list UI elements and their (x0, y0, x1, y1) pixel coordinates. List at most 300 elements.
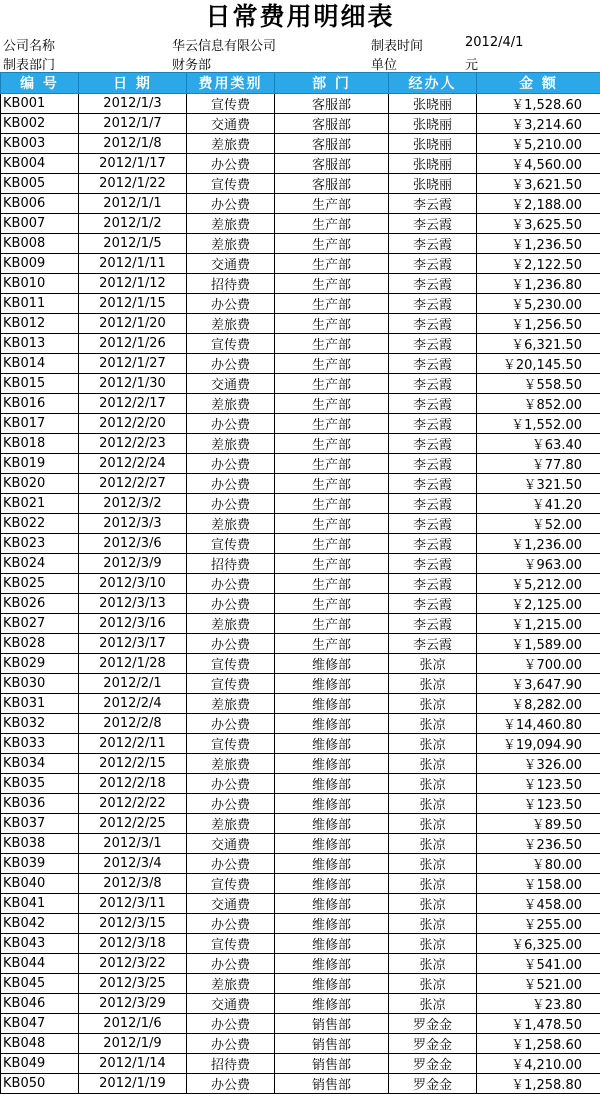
cell-handler: 李云霞 (389, 594, 477, 614)
cell-date: 2012/2/20 (79, 414, 187, 434)
cell-date: 2012/1/12 (79, 274, 187, 294)
table-row (1, 534, 600, 554)
cell-amount: ￥1,236.00 (477, 534, 600, 554)
cell-date: 2012/3/2 (79, 494, 187, 514)
table-row (1, 854, 600, 874)
cell-amount: ￥1,236.50 (477, 234, 600, 254)
cell-category: 办公费 (187, 1014, 275, 1034)
cell-category: 办公费 (187, 714, 275, 734)
cell-amount: ￥52.00 (477, 514, 600, 534)
cell-amount: ￥458.00 (477, 894, 600, 914)
cell-id: KB040 (1, 874, 79, 894)
cell-id: KB036 (1, 794, 79, 814)
cell-category: 交通费 (187, 374, 275, 394)
cell-department: 客服部 (275, 154, 389, 174)
cell-handler: 张凉 (389, 654, 477, 674)
cell-handler: 罗金金 (389, 1074, 477, 1094)
cell-amount: ￥123.50 (477, 794, 600, 814)
cell-id: KB018 (1, 434, 79, 454)
cell-date: 2012/1/5 (79, 234, 187, 254)
cell-category: 办公费 (187, 1034, 275, 1054)
cell-id: KB024 (1, 554, 79, 574)
cell-id: KB009 (1, 254, 79, 274)
cell-category: 宣传费 (187, 734, 275, 754)
cell-department: 生产部 (275, 434, 389, 454)
table-row (1, 774, 600, 794)
cell-handler: 李云霞 (389, 274, 477, 294)
cell-category: 差旅费 (187, 234, 275, 254)
cell-handler: 张凉 (389, 974, 477, 994)
cell-date: 2012/2/27 (79, 474, 187, 494)
cell-date: 2012/1/20 (79, 314, 187, 334)
cell-department: 销售部 (275, 1014, 389, 1034)
table-row (1, 1054, 600, 1074)
cell-handler: 李云霞 (389, 474, 477, 494)
cell-amount: ￥1,256.50 (477, 314, 600, 334)
cell-date: 2012/1/15 (79, 294, 187, 314)
cell-department: 维修部 (275, 814, 389, 834)
cell-date: 2012/1/26 (79, 334, 187, 354)
cell-id: KB043 (1, 934, 79, 954)
cell-handler: 张凉 (389, 994, 477, 1014)
cell-id: KB014 (1, 354, 79, 374)
cell-handler: 张晓丽 (389, 154, 477, 174)
cell-handler: 李云霞 (389, 294, 477, 314)
info-row-2 (0, 53, 600, 72)
table-row (1, 814, 600, 834)
table-row (1, 1014, 600, 1034)
cell-date: 2012/3/13 (79, 594, 187, 614)
cell-handler: 李云霞 (389, 354, 477, 374)
cell-handler: 张凉 (389, 874, 477, 894)
table-row (1, 134, 600, 154)
cell-id: KB020 (1, 474, 79, 494)
cell-department: 生产部 (275, 194, 389, 214)
cell-amount: ￥3,625.50 (477, 214, 600, 234)
cell-id: KB037 (1, 814, 79, 834)
cell-category: 招待费 (187, 274, 275, 294)
cell-handler: 张晓丽 (389, 94, 477, 114)
cell-category: 办公费 (187, 354, 275, 374)
cell-category: 差旅费 (187, 514, 275, 534)
expense-table (0, 72, 600, 1094)
cell-amount: ￥852.00 (477, 394, 600, 414)
cell-amount: ￥3,647.90 (477, 674, 600, 694)
cell-date: 2012/2/18 (79, 774, 187, 794)
cell-amount: ￥2,125.00 (477, 594, 600, 614)
table-row (1, 94, 600, 114)
cell-date: 2012/2/4 (79, 694, 187, 714)
cell-date: 2012/2/11 (79, 734, 187, 754)
cell-category: 差旅费 (187, 754, 275, 774)
cell-department: 生产部 (275, 354, 389, 374)
table-row (1, 254, 600, 274)
cell-handler: 张晓丽 (389, 114, 477, 134)
cell-amount: ￥255.00 (477, 914, 600, 934)
cell-id: KB004 (1, 154, 79, 174)
cell-category: 招待费 (187, 554, 275, 574)
cell-amount: ￥2,188.00 (477, 194, 600, 214)
cell-id: KB034 (1, 754, 79, 774)
cell-category: 宣传费 (187, 94, 275, 114)
cell-department: 维修部 (275, 994, 389, 1014)
dept-value: 财务部 (172, 54, 211, 73)
date-label: 制表时间 (371, 35, 423, 54)
cell-handler: 张凉 (389, 914, 477, 934)
cell-department: 客服部 (275, 114, 389, 134)
table-row (1, 474, 600, 494)
cell-handler: 张凉 (389, 694, 477, 714)
cell-category: 差旅费 (187, 814, 275, 834)
cell-amount: ￥3,621.50 (477, 174, 600, 194)
cell-department: 生产部 (275, 314, 389, 334)
cell-date: 2012/1/8 (79, 134, 187, 154)
info-row-1 (0, 34, 600, 53)
table-row (1, 394, 600, 414)
cell-date: 2012/1/30 (79, 374, 187, 394)
header-id: 编 号 (1, 73, 79, 94)
cell-amount: ￥1,528.60 (477, 94, 600, 114)
cell-department: 生产部 (275, 414, 389, 434)
cell-id: KB011 (1, 294, 79, 314)
cell-date: 2012/3/6 (79, 534, 187, 554)
cell-amount: ￥89.50 (477, 814, 600, 834)
cell-department: 生产部 (275, 214, 389, 234)
cell-date: 2012/2/17 (79, 394, 187, 414)
cell-category: 差旅费 (187, 214, 275, 234)
cell-date: 2012/3/15 (79, 914, 187, 934)
table-row (1, 334, 600, 354)
cell-amount: ￥6,325.00 (477, 934, 600, 954)
table-row (1, 554, 600, 574)
cell-handler: 张晓丽 (389, 174, 477, 194)
table-row (1, 234, 600, 254)
table-row (1, 154, 600, 174)
cell-amount: ￥1,236.80 (477, 274, 600, 294)
cell-department: 生产部 (275, 574, 389, 594)
cell-department: 生产部 (275, 634, 389, 654)
cell-department: 维修部 (275, 694, 389, 714)
cell-amount: ￥14,460.80 (477, 714, 600, 734)
cell-handler: 李云霞 (389, 234, 477, 254)
cell-handler: 罗金金 (389, 1054, 477, 1074)
cell-date: 2012/3/3 (79, 514, 187, 534)
cell-amount: ￥8,282.00 (477, 694, 600, 714)
cell-category: 差旅费 (187, 434, 275, 454)
cell-category: 交通费 (187, 834, 275, 854)
table-row (1, 874, 600, 894)
cell-handler: 李云霞 (389, 334, 477, 354)
cell-date: 2012/3/4 (79, 854, 187, 874)
cell-date: 2012/1/28 (79, 654, 187, 674)
cell-amount: ￥326.00 (477, 754, 600, 774)
table-row (1, 974, 600, 994)
cell-department: 销售部 (275, 1054, 389, 1074)
table-row (1, 594, 600, 614)
cell-department: 维修部 (275, 894, 389, 914)
table-row (1, 274, 600, 294)
cell-date: 2012/3/10 (79, 574, 187, 594)
cell-handler: 张凉 (389, 734, 477, 754)
cell-department: 维修部 (275, 854, 389, 874)
date-value: 2012/4/1 (465, 35, 523, 50)
cell-id: KB039 (1, 854, 79, 874)
cell-category: 办公费 (187, 914, 275, 934)
table-row (1, 694, 600, 714)
cell-amount: ￥158.00 (477, 874, 600, 894)
cell-date: 2012/2/15 (79, 754, 187, 774)
cell-amount: ￥1,552.00 (477, 414, 600, 434)
table-row (1, 634, 600, 654)
cell-id: KB035 (1, 774, 79, 794)
cell-amount: ￥23.80 (477, 994, 600, 1014)
table-row (1, 954, 600, 974)
cell-handler: 李云霞 (389, 194, 477, 214)
cell-handler: 李云霞 (389, 554, 477, 574)
cell-date: 2012/3/9 (79, 554, 187, 574)
table-row (1, 1034, 600, 1054)
cell-category: 宣传费 (187, 874, 275, 894)
cell-category: 办公费 (187, 474, 275, 494)
cell-id: KB015 (1, 374, 79, 394)
cell-category: 办公费 (187, 954, 275, 974)
cell-handler: 李云霞 (389, 214, 477, 234)
dept-label: 制表部门 (3, 54, 55, 73)
cell-handler: 罗金金 (389, 1034, 477, 1054)
cell-id: KB010 (1, 274, 79, 294)
cell-date: 2012/1/17 (79, 154, 187, 174)
cell-id: KB047 (1, 1014, 79, 1034)
table-row (1, 574, 600, 594)
cell-department: 维修部 (275, 674, 389, 694)
cell-department: 生产部 (275, 494, 389, 514)
cell-category: 差旅费 (187, 694, 275, 714)
cell-category: 办公费 (187, 774, 275, 794)
cell-handler: 李云霞 (389, 514, 477, 534)
cell-department: 维修部 (275, 974, 389, 994)
cell-handler: 张凉 (389, 754, 477, 774)
cell-id: KB013 (1, 334, 79, 354)
cell-category: 交通费 (187, 254, 275, 274)
cell-department: 维修部 (275, 774, 389, 794)
cell-date: 2012/3/22 (79, 954, 187, 974)
cell-date: 2012/3/25 (79, 974, 187, 994)
cell-id: KB019 (1, 454, 79, 474)
cell-date: 2012/2/1 (79, 674, 187, 694)
cell-department: 生产部 (275, 554, 389, 574)
cell-amount: ￥2,122.50 (477, 254, 600, 274)
cell-department: 维修部 (275, 734, 389, 754)
cell-amount: ￥5,210.00 (477, 134, 600, 154)
table-row (1, 174, 600, 194)
cell-amount: ￥963.00 (477, 554, 600, 574)
cell-amount: ￥5,212.00 (477, 574, 600, 594)
cell-date: 2012/2/23 (79, 434, 187, 454)
cell-id: KB025 (1, 574, 79, 594)
cell-date: 2012/2/22 (79, 794, 187, 814)
cell-amount: ￥4,210.00 (477, 1054, 600, 1074)
cell-date: 2012/2/24 (79, 454, 187, 474)
cell-department: 生产部 (275, 394, 389, 414)
table-row (1, 894, 600, 914)
cell-department: 生产部 (275, 374, 389, 394)
cell-id: KB042 (1, 914, 79, 934)
cell-date: 2012/1/7 (79, 114, 187, 134)
cell-date: 2012/3/18 (79, 934, 187, 954)
table-row (1, 714, 600, 734)
table-row (1, 194, 600, 214)
cell-handler: 李云霞 (389, 634, 477, 654)
cell-id: KB026 (1, 594, 79, 614)
cell-department: 生产部 (275, 294, 389, 314)
cell-amount: ￥1,215.00 (477, 614, 600, 634)
cell-id: KB029 (1, 654, 79, 674)
cell-amount: ￥5,230.00 (477, 294, 600, 314)
cell-date: 2012/1/3 (79, 94, 187, 114)
cell-category: 宣传费 (187, 934, 275, 954)
table-row (1, 1074, 600, 1094)
cell-category: 宣传费 (187, 334, 275, 354)
table-row (1, 934, 600, 954)
cell-handler: 李云霞 (389, 614, 477, 634)
cell-handler: 李云霞 (389, 494, 477, 514)
cell-department: 生产部 (275, 594, 389, 614)
cell-amount: ￥20,145.50 (477, 354, 600, 374)
cell-id: KB001 (1, 94, 79, 114)
cell-id: KB023 (1, 534, 79, 554)
cell-id: KB033 (1, 734, 79, 754)
document-title: 日常费用明细表 (0, 0, 600, 34)
cell-date: 2012/2/25 (79, 814, 187, 834)
table-row (1, 434, 600, 454)
table-row (1, 754, 600, 774)
cell-amount: ￥521.00 (477, 974, 600, 994)
cell-category: 办公费 (187, 194, 275, 214)
cell-department: 维修部 (275, 874, 389, 894)
cell-handler: 罗金金 (389, 1014, 477, 1034)
cell-category: 交通费 (187, 114, 275, 134)
cell-date: 2012/1/9 (79, 1034, 187, 1054)
header-date: 日 期 (79, 73, 187, 94)
cell-amount: ￥63.40 (477, 434, 600, 454)
cell-department: 生产部 (275, 274, 389, 294)
table-row (1, 794, 600, 814)
cell-id: KB028 (1, 634, 79, 654)
cell-category: 招待费 (187, 1054, 275, 1074)
cell-category: 差旅费 (187, 614, 275, 634)
cell-amount: ￥321.50 (477, 474, 600, 494)
cell-amount: ￥700.00 (477, 654, 600, 674)
cell-amount: ￥1,589.00 (477, 634, 600, 654)
cell-category: 差旅费 (187, 394, 275, 414)
cell-id: KB032 (1, 714, 79, 734)
cell-handler: 李云霞 (389, 414, 477, 434)
cell-department: 维修部 (275, 834, 389, 854)
cell-handler: 张凉 (389, 814, 477, 834)
cell-department: 生产部 (275, 614, 389, 634)
cell-date: 2012/1/2 (79, 214, 187, 234)
cell-date: 2012/1/11 (79, 254, 187, 274)
cell-id: KB022 (1, 514, 79, 534)
cell-id: KB021 (1, 494, 79, 514)
cell-id: KB006 (1, 194, 79, 214)
cell-id: KB050 (1, 1074, 79, 1094)
cell-date: 2012/1/14 (79, 1054, 187, 1074)
cell-id: KB003 (1, 134, 79, 154)
header-handler: 经办人 (389, 73, 477, 94)
cell-department: 生产部 (275, 534, 389, 554)
cell-date: 2012/3/11 (79, 894, 187, 914)
table-row (1, 314, 600, 334)
cell-amount: ￥1,478.50 (477, 1014, 600, 1034)
cell-date: 2012/3/1 (79, 834, 187, 854)
cell-date: 2012/1/19 (79, 1074, 187, 1094)
cell-handler: 李云霞 (389, 394, 477, 414)
cell-department: 生产部 (275, 334, 389, 354)
cell-department: 维修部 (275, 714, 389, 734)
cell-id: KB016 (1, 394, 79, 414)
cell-category: 办公费 (187, 854, 275, 874)
table-row (1, 674, 600, 694)
cell-category: 宣传费 (187, 174, 275, 194)
cell-handler: 张凉 (389, 954, 477, 974)
cell-category: 办公费 (187, 794, 275, 814)
cell-handler: 李云霞 (389, 574, 477, 594)
cell-handler: 李云霞 (389, 374, 477, 394)
cell-amount: ￥1,258.80 (477, 1074, 600, 1094)
cell-id: KB038 (1, 834, 79, 854)
cell-handler: 张凉 (389, 794, 477, 814)
cell-department: 维修部 (275, 954, 389, 974)
cell-date: 2012/3/16 (79, 614, 187, 634)
cell-date: 2012/1/27 (79, 354, 187, 374)
cell-category: 办公费 (187, 294, 275, 314)
cell-id: KB046 (1, 994, 79, 1014)
cell-handler: 李云霞 (389, 434, 477, 454)
cell-department: 维修部 (275, 914, 389, 934)
cell-amount: ￥80.00 (477, 854, 600, 874)
table-row (1, 114, 600, 134)
cell-handler: 张凉 (389, 934, 477, 954)
unit-label: 单位 (371, 54, 397, 73)
table-row (1, 374, 600, 394)
header-amount: 金 额 (477, 73, 600, 94)
cell-date: 2012/2/8 (79, 714, 187, 734)
table-row (1, 514, 600, 534)
cell-amount: ￥4,560.00 (477, 154, 600, 174)
cell-category: 宣传费 (187, 654, 275, 674)
cell-handler: 张晓丽 (389, 134, 477, 154)
cell-category: 办公费 (187, 494, 275, 514)
cell-category: 办公费 (187, 414, 275, 434)
cell-category: 办公费 (187, 1074, 275, 1094)
table-header-row (1, 73, 600, 94)
cell-department: 销售部 (275, 1034, 389, 1054)
cell-category: 宣传费 (187, 534, 275, 554)
cell-id: KB045 (1, 974, 79, 994)
cell-category: 办公费 (187, 154, 275, 174)
table-row (1, 834, 600, 854)
cell-category: 差旅费 (187, 974, 275, 994)
cell-department: 生产部 (275, 514, 389, 534)
cell-id: KB030 (1, 674, 79, 694)
table-row (1, 214, 600, 234)
table-row (1, 914, 600, 934)
cell-category: 差旅费 (187, 134, 275, 154)
cell-category: 办公费 (187, 634, 275, 654)
cell-amount: ￥19,094.90 (477, 734, 600, 754)
table-row (1, 414, 600, 434)
